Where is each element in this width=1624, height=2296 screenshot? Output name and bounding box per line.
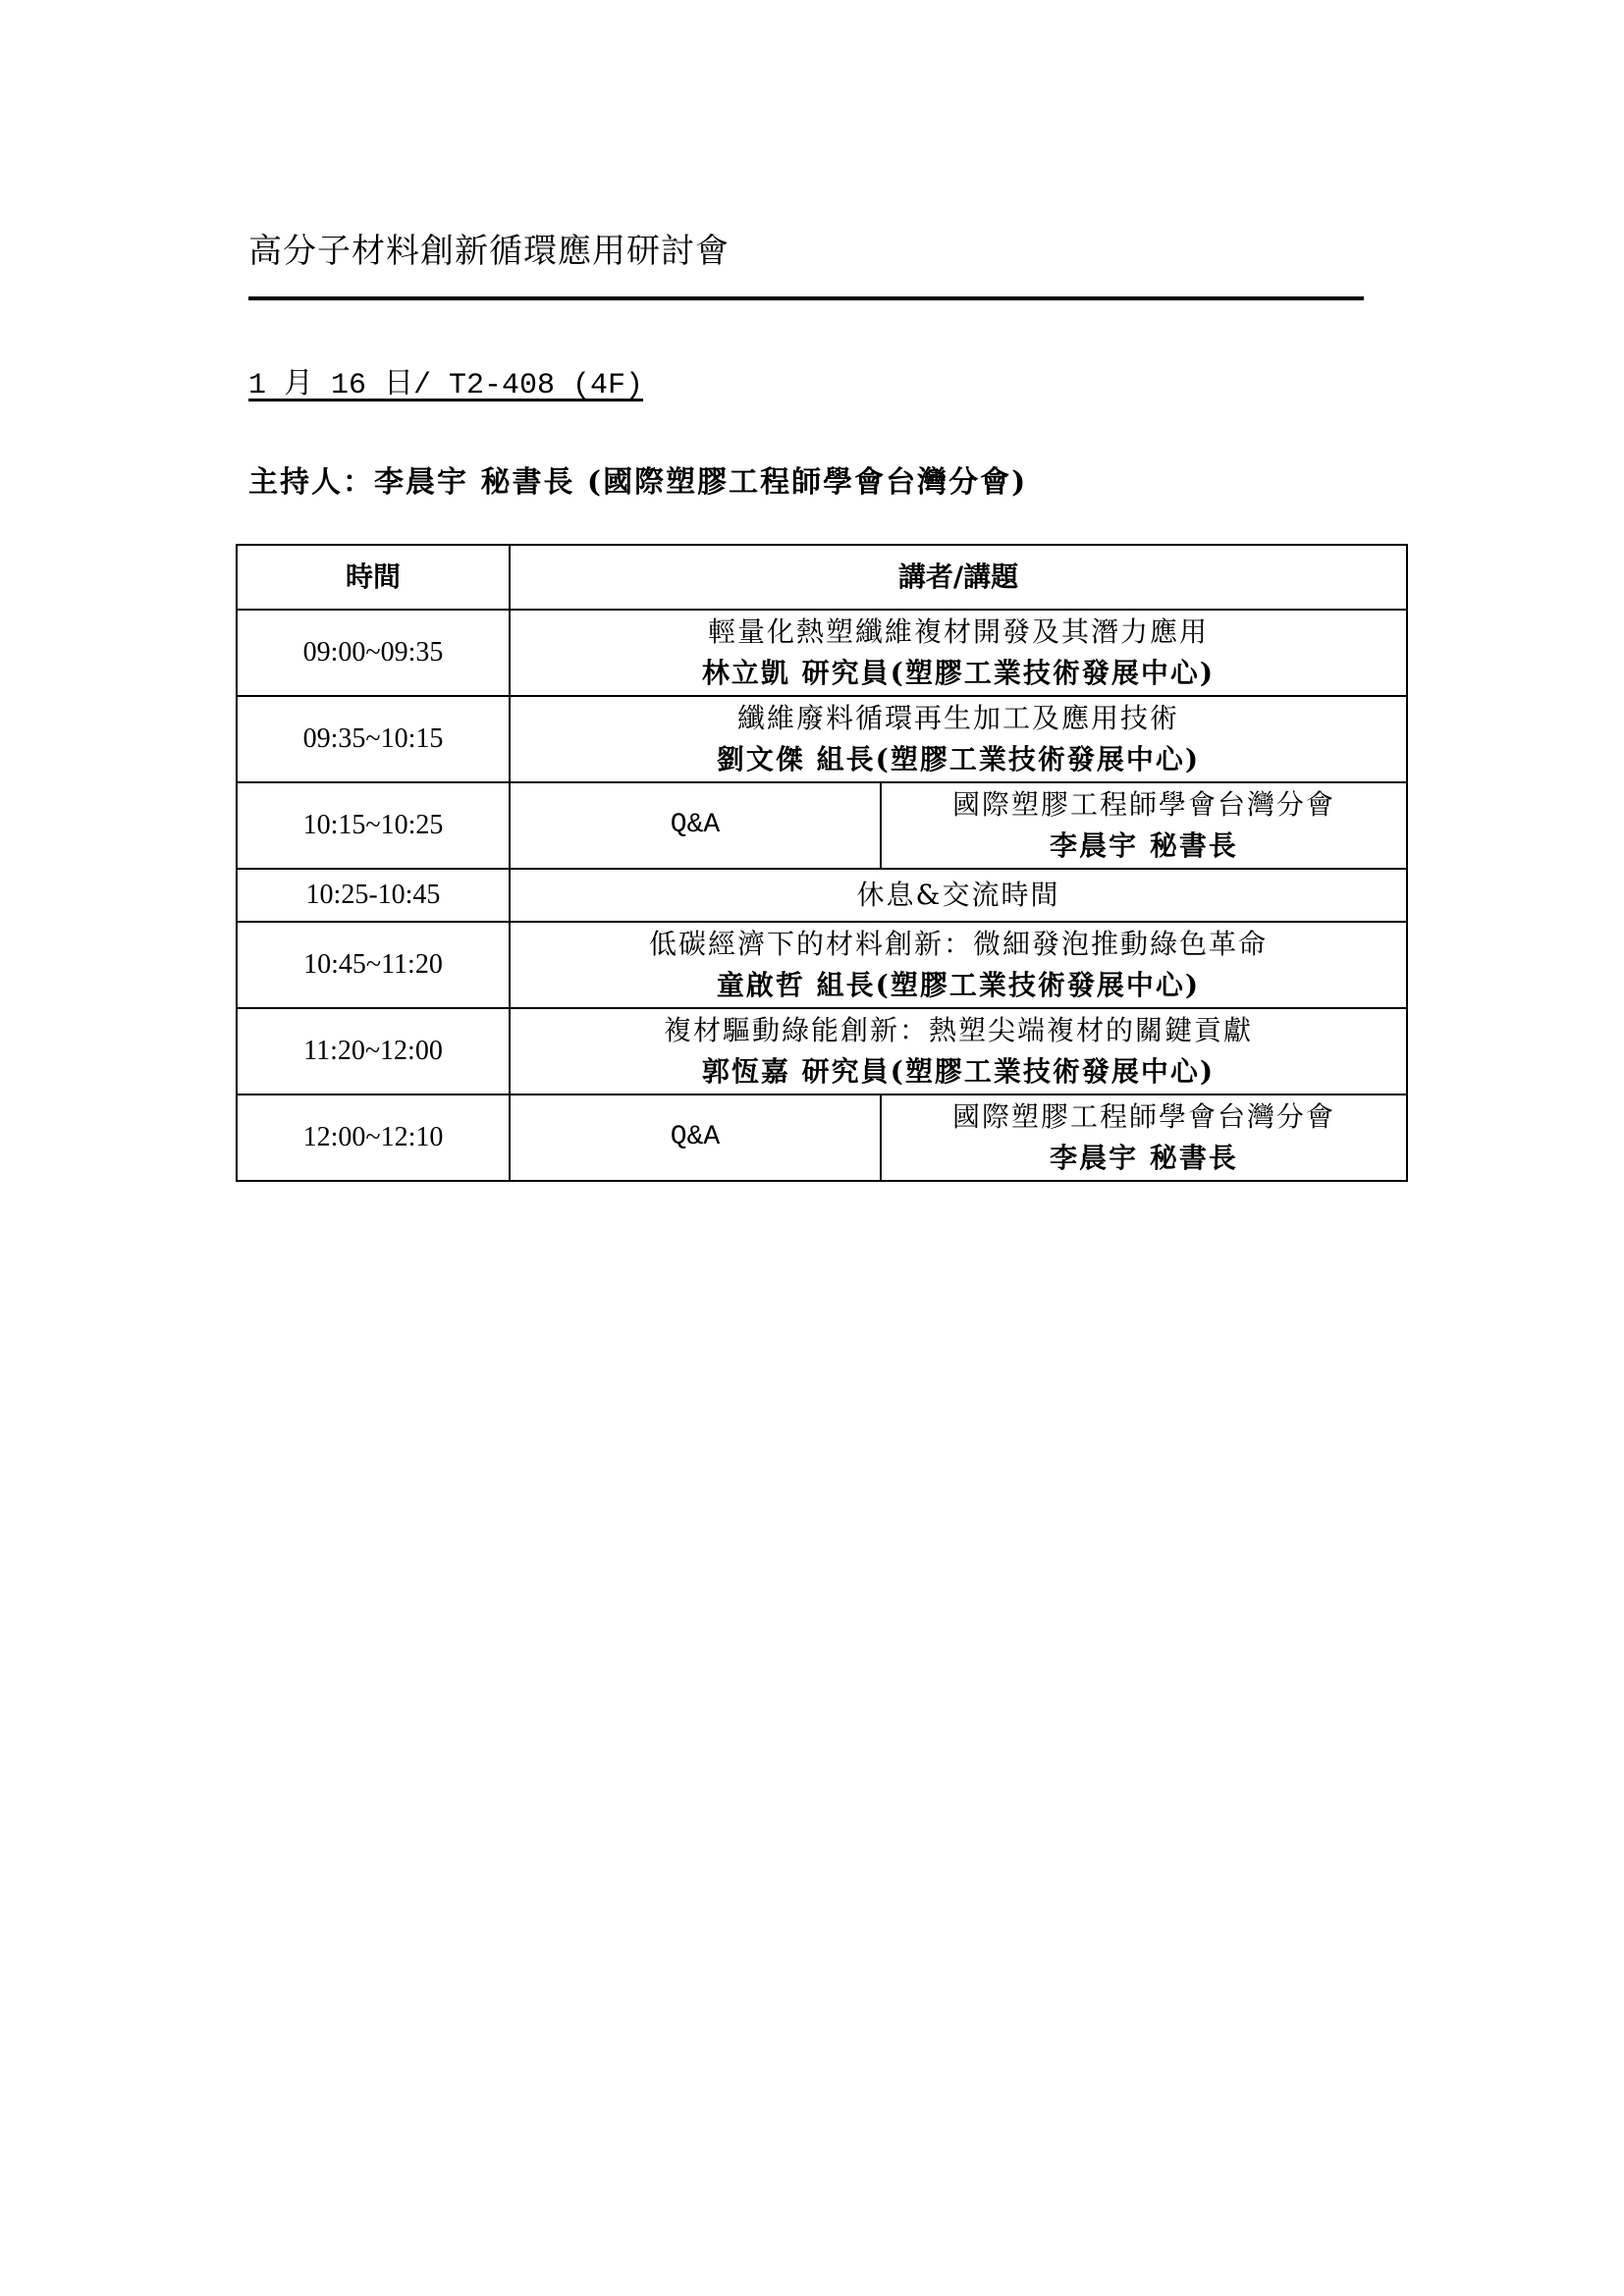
host-line: 主持人：李晨宇 秘書長 (國際塑膠工程師學會台灣分會)	[248, 465, 1028, 500]
session-speaker: 劉文傑 組長(塑膠工業技術發展中心)	[716, 743, 1201, 775]
title-divider	[248, 296, 1364, 300]
session-time: 10:25-10:45	[237, 869, 510, 922]
session-speaker: 林立凱 研究員(塑膠工業技術發展中心)	[701, 657, 1216, 689]
session-speaker: 童啟哲 組長(塑膠工業技術發展中心)	[716, 969, 1201, 1001]
session-time: 10:45~11:20	[237, 922, 510, 1008]
session-cell	[510, 696, 1407, 782]
table-header-row	[237, 545, 1407, 610]
session-time: 10:15~10:25	[237, 782, 510, 869]
session-cell	[510, 922, 1407, 1008]
qa-label: Q&A	[510, 782, 881, 869]
session-topic: 複材驅動綠能創新：熱塑尖端複材的關鍵貢獻	[664, 1014, 1254, 1046]
session-time: 09:35~10:15	[237, 696, 510, 782]
table-row	[237, 782, 1407, 869]
table-row	[237, 869, 1407, 922]
qa-moderator: 李晨宇 秘書長	[1050, 1142, 1238, 1174]
qa-moderator-cell	[881, 1095, 1407, 1181]
schedule-table	[236, 544, 1408, 1182]
page-title: 高分子材料創新循環應用研討會	[248, 232, 730, 271]
session-topic: 低碳經濟下的材料創新：微細發泡推動綠色革命	[649, 928, 1269, 960]
table-row	[237, 610, 1407, 696]
header-speaker-topic: 講者/講題	[510, 545, 1407, 610]
session-speaker: 郭恆嘉 研究員(塑膠工業技術發展中心)	[701, 1055, 1216, 1088]
break-label: 休息&交流時間	[510, 869, 1407, 922]
table-row	[237, 922, 1407, 1008]
qa-organization: 國際塑膠工程師學會台灣分會	[952, 788, 1336, 821]
header-time: 時間	[237, 545, 510, 610]
session-time: 11:20~12:00	[237, 1008, 510, 1095]
session-topic: 輕量化熱塑纖維複材開發及其潛力應用	[708, 615, 1210, 648]
date-room: 1 月 16 日/ T2-408 (4F)	[248, 369, 644, 402]
qa-moderator: 李晨宇 秘書長	[1050, 829, 1238, 862]
qa-label: Q&A	[510, 1095, 881, 1181]
session-time: 12:00~12:10	[237, 1095, 510, 1181]
table-row	[237, 1095, 1407, 1181]
qa-moderator-cell	[881, 782, 1407, 869]
table-row	[237, 1008, 1407, 1095]
session-time: 09:00~09:35	[237, 610, 510, 696]
session-cell	[510, 610, 1407, 696]
session-topic: 纖維廢料循環再生加工及應用技術	[737, 702, 1180, 734]
table-row	[237, 696, 1407, 782]
qa-organization: 國際塑膠工程師學會台灣分會	[952, 1100, 1336, 1133]
session-cell	[510, 1008, 1407, 1095]
